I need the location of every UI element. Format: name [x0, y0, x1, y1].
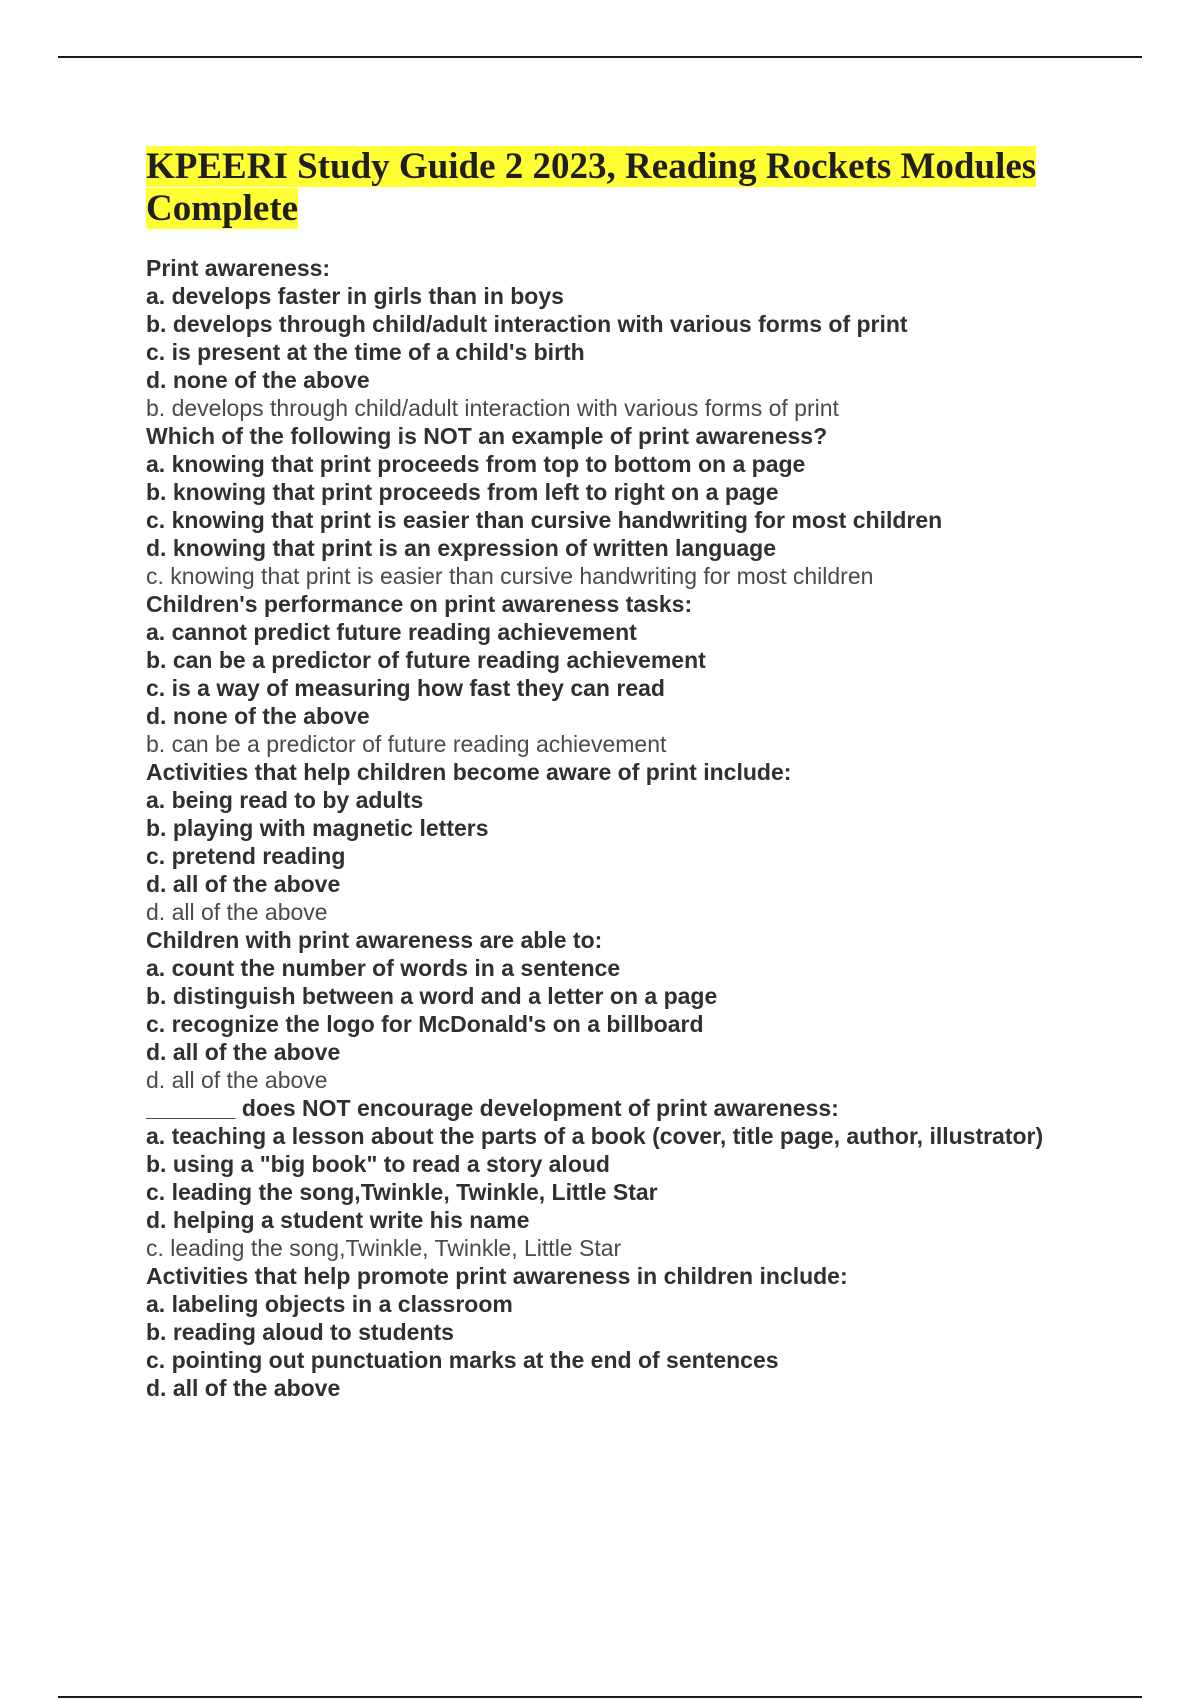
question-text: Activities that help children become aware of print include: [146, 759, 792, 785]
question-block [146, 254, 1066, 422]
option-d: d. none of the above [146, 703, 370, 729]
question-list [146, 254, 1066, 1402]
option-c: c. is present at the time of a child's birth [146, 339, 585, 365]
document-title [146, 146, 1066, 230]
option-d: d. helping a student write his name [146, 1207, 530, 1233]
question-block [146, 1262, 1066, 1402]
option-a: a. cannot predict future reading achievement [146, 619, 637, 645]
question-block [146, 422, 1066, 590]
option-c: c. leading the song,Twinkle, Twinkle, Little Star [146, 1179, 658, 1205]
option-b: b. develops through child/adult interaction with various forms of print [146, 311, 908, 337]
option-d: d. all of the above [146, 1375, 341, 1401]
question-text: Children with print awareness are able to: [146, 927, 603, 953]
option-a: a. being read to by adults [146, 787, 424, 813]
option-c: c. is a way of measuring how fast they can read [146, 675, 665, 701]
option-c: c. knowing that print is easier than cursive handwriting for most children [146, 507, 943, 533]
option-b: b. reading aloud to students [146, 1319, 454, 1345]
question-block [146, 590, 1066, 758]
option-b: b. knowing that print proceeds from left to right on a page [146, 479, 779, 505]
top-rule [58, 56, 1142, 58]
answer-text: b. can be a predictor of future reading achievement [146, 731, 667, 757]
question-block [146, 926, 1066, 1094]
option-a: a. count the number of words in a sentence [146, 955, 621, 981]
question-text: Which of the following is NOT an example of print awareness? [146, 423, 828, 449]
answer-text: c. knowing that print is easier than cursive handwriting for most children [146, 563, 874, 589]
answer-text: d. all of the above [146, 1067, 328, 1093]
answer-text: b. develops through child/adult interaction with various forms of print [146, 395, 839, 421]
option-c: c. pointing out punctuation marks at the end of sentences [146, 1347, 779, 1373]
option-b: b. using a "big book" to read a story aloud [146, 1151, 610, 1177]
document-body [146, 146, 1066, 1402]
option-d: d. none of the above [146, 367, 370, 393]
option-c: c. recognize the logo for McDonald's on a billboard [146, 1011, 704, 1037]
option-a: a. teaching a lesson about the parts of a book (cover, title page, author, illustrator) [146, 1123, 1044, 1149]
option-d: d. knowing that print is an expression of written language [146, 535, 777, 561]
option-d: d. all of the above [146, 1039, 341, 1065]
question-text: Print awareness: [146, 255, 331, 281]
option-d: d. all of the above [146, 871, 341, 897]
question-block [146, 1094, 1066, 1262]
option-b: b. playing with magnetic letters [146, 815, 489, 841]
question-text: _______ does NOT encourage development of print awareness: [146, 1095, 839, 1121]
question-text: Activities that help promote print awareness in children include: [146, 1263, 848, 1289]
question-block [146, 758, 1066, 926]
option-a: a. labeling objects in a classroom [146, 1291, 513, 1317]
question-text: Children's performance on print awareness tasks: [146, 591, 693, 617]
answer-text: d. all of the above [146, 899, 328, 925]
option-a: a. develops faster in girls than in boys [146, 283, 564, 309]
title-highlight: KPEERI Study Guide 2 2023, Reading Rockets Modules Complete [146, 146, 1037, 229]
bottom-rule [58, 1696, 1142, 1698]
option-a: a. knowing that print proceeds from top to bottom on a page [146, 451, 806, 477]
option-b: b. distinguish between a word and a letter on a page [146, 983, 718, 1009]
option-b: b. can be a predictor of future reading achievement [146, 647, 706, 673]
option-c: c. pretend reading [146, 843, 346, 869]
answer-text: c. leading the song,Twinkle, Twinkle, Little Star [146, 1235, 622, 1261]
